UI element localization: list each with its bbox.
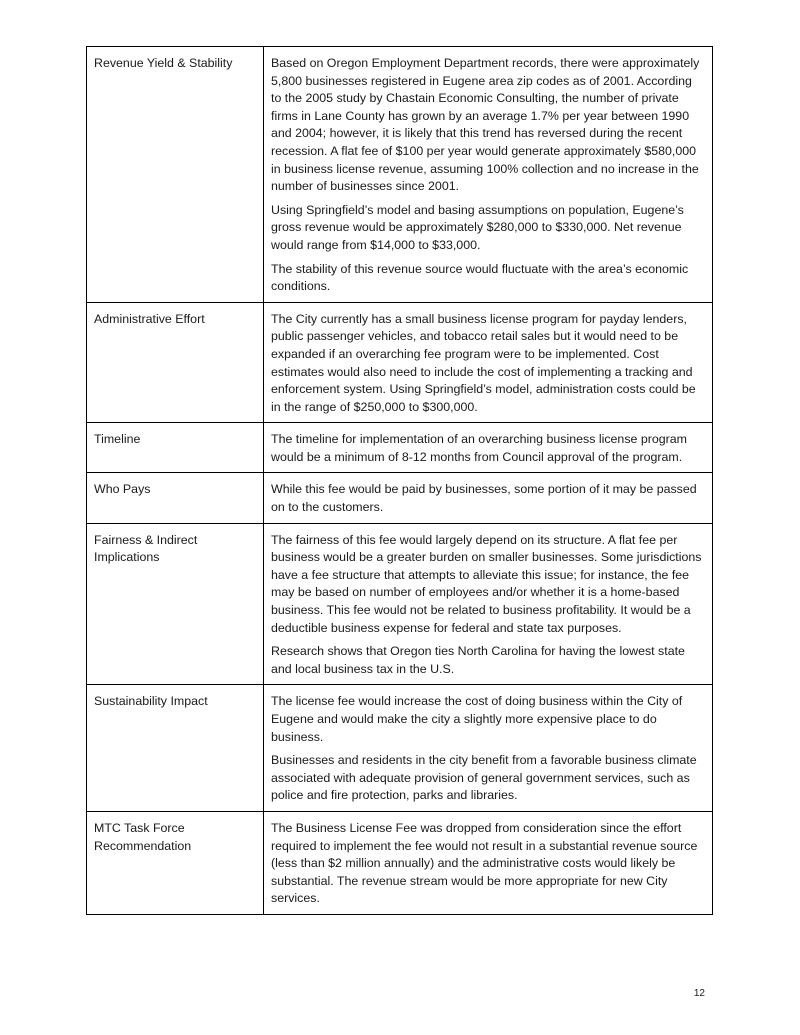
- paragraph: Research shows that Oregon ties North Carolina for having the lowest state and local business tax in the U.S.: [271, 644, 685, 676]
- table-row: [87, 685, 713, 812]
- row-label: Who Pays: [87, 473, 264, 523]
- row-label: Timeline: [87, 423, 264, 473]
- row-content: [264, 523, 713, 685]
- row-label: Sustainability Impact: [87, 685, 264, 812]
- row-content: [264, 423, 713, 473]
- paragraph: The City currently has a small business license program for payday lenders, public passenger vehicles, and tobacco retail sales but it would need to be expanded if an overarching fee program were to be implemented. Cost estimates would also need to include the cost of implementing a tracking and enforcement system. Using Springfield’s model, administration costs could be in the range of $250,000 to $300,000.: [271, 311, 696, 414]
- row-label: Revenue Yield & Stability: [87, 47, 264, 303]
- row-content: [264, 302, 713, 423]
- table-row: [87, 473, 713, 523]
- row-label: Fairness & Indirect Implications: [87, 523, 264, 685]
- row-label: MTC Task Force Recommendation: [87, 811, 264, 914]
- table-row: [87, 302, 713, 423]
- row-content: [264, 685, 713, 812]
- paragraph: Businesses and residents in the city benefit from a favorable business climate associated with adequate provision of general government services, such as police and fire protection, parks and libraries.: [271, 753, 697, 803]
- table-row: [87, 523, 713, 685]
- paragraph: The fairness of this fee would largely depend on its structure. A flat fee per business would be a greater burden on smaller businesses. Some jurisdictions have a fee structure that attempts to alleviate this issue; for instance, the fee may be based on number of employees and/or whether it is a home-based business. This fee would not be related to business profitability. It would be a deductible business expense for federal and state tax purposes.: [271, 532, 702, 635]
- table-row: [87, 423, 713, 473]
- paragraph: The timeline for implementation of an overarching business license program would be a minimum of 8-12 months from Council approval of the program.: [271, 432, 687, 464]
- paragraph: Based on Oregon Employment Department records, there were approximately 5,800 businesses registered in Eugene area zip codes as of 2001. According to the 2005 study by Chastain Economic Consulting, the number of private firms in Lane County has grown by an average 1.7% per year between 1990 and 2004; however, it is likely that this trend has reversed during the recent recession. A flat fee of $100 per year would generate approximately $580,000 in business license revenue, assuming 100% collection and no increase in the number of businesses since 2001.: [271, 56, 700, 194]
- table-row: [87, 811, 713, 914]
- paragraph: The Business License Fee was dropped from consideration since the effort required to implement the fee would not result in a substantial revenue source (less than $2 million annually) and the administrative costs would likely be substantial. The revenue stream would be more appropriate for new City services.: [271, 820, 698, 906]
- paragraph: The license fee would increase the cost of doing business within the City of Eugene and would make the city a slightly more expensive place to do business.: [271, 694, 683, 744]
- page-number: 12: [693, 988, 705, 999]
- paragraph: The stability of this revenue source would fluctuate with the area’s economic conditions.: [271, 261, 689, 294]
- paragraph: While this fee would be paid by businesses, some portion of it may be passed on to the customers.: [271, 482, 697, 515]
- row-content: [264, 473, 713, 523]
- table-row: [87, 47, 713, 303]
- row-content: [264, 811, 713, 914]
- paragraph: Using Springfield’s model and basing assumptions on population, Eugene’s gross revenue would be approximately $280,000 to $330,000. Net revenue would range from $14,000 to $33,000.: [271, 202, 684, 252]
- assessment-table: [86, 46, 713, 915]
- row-content: [264, 47, 713, 303]
- row-label: Administrative Effort: [87, 302, 264, 423]
